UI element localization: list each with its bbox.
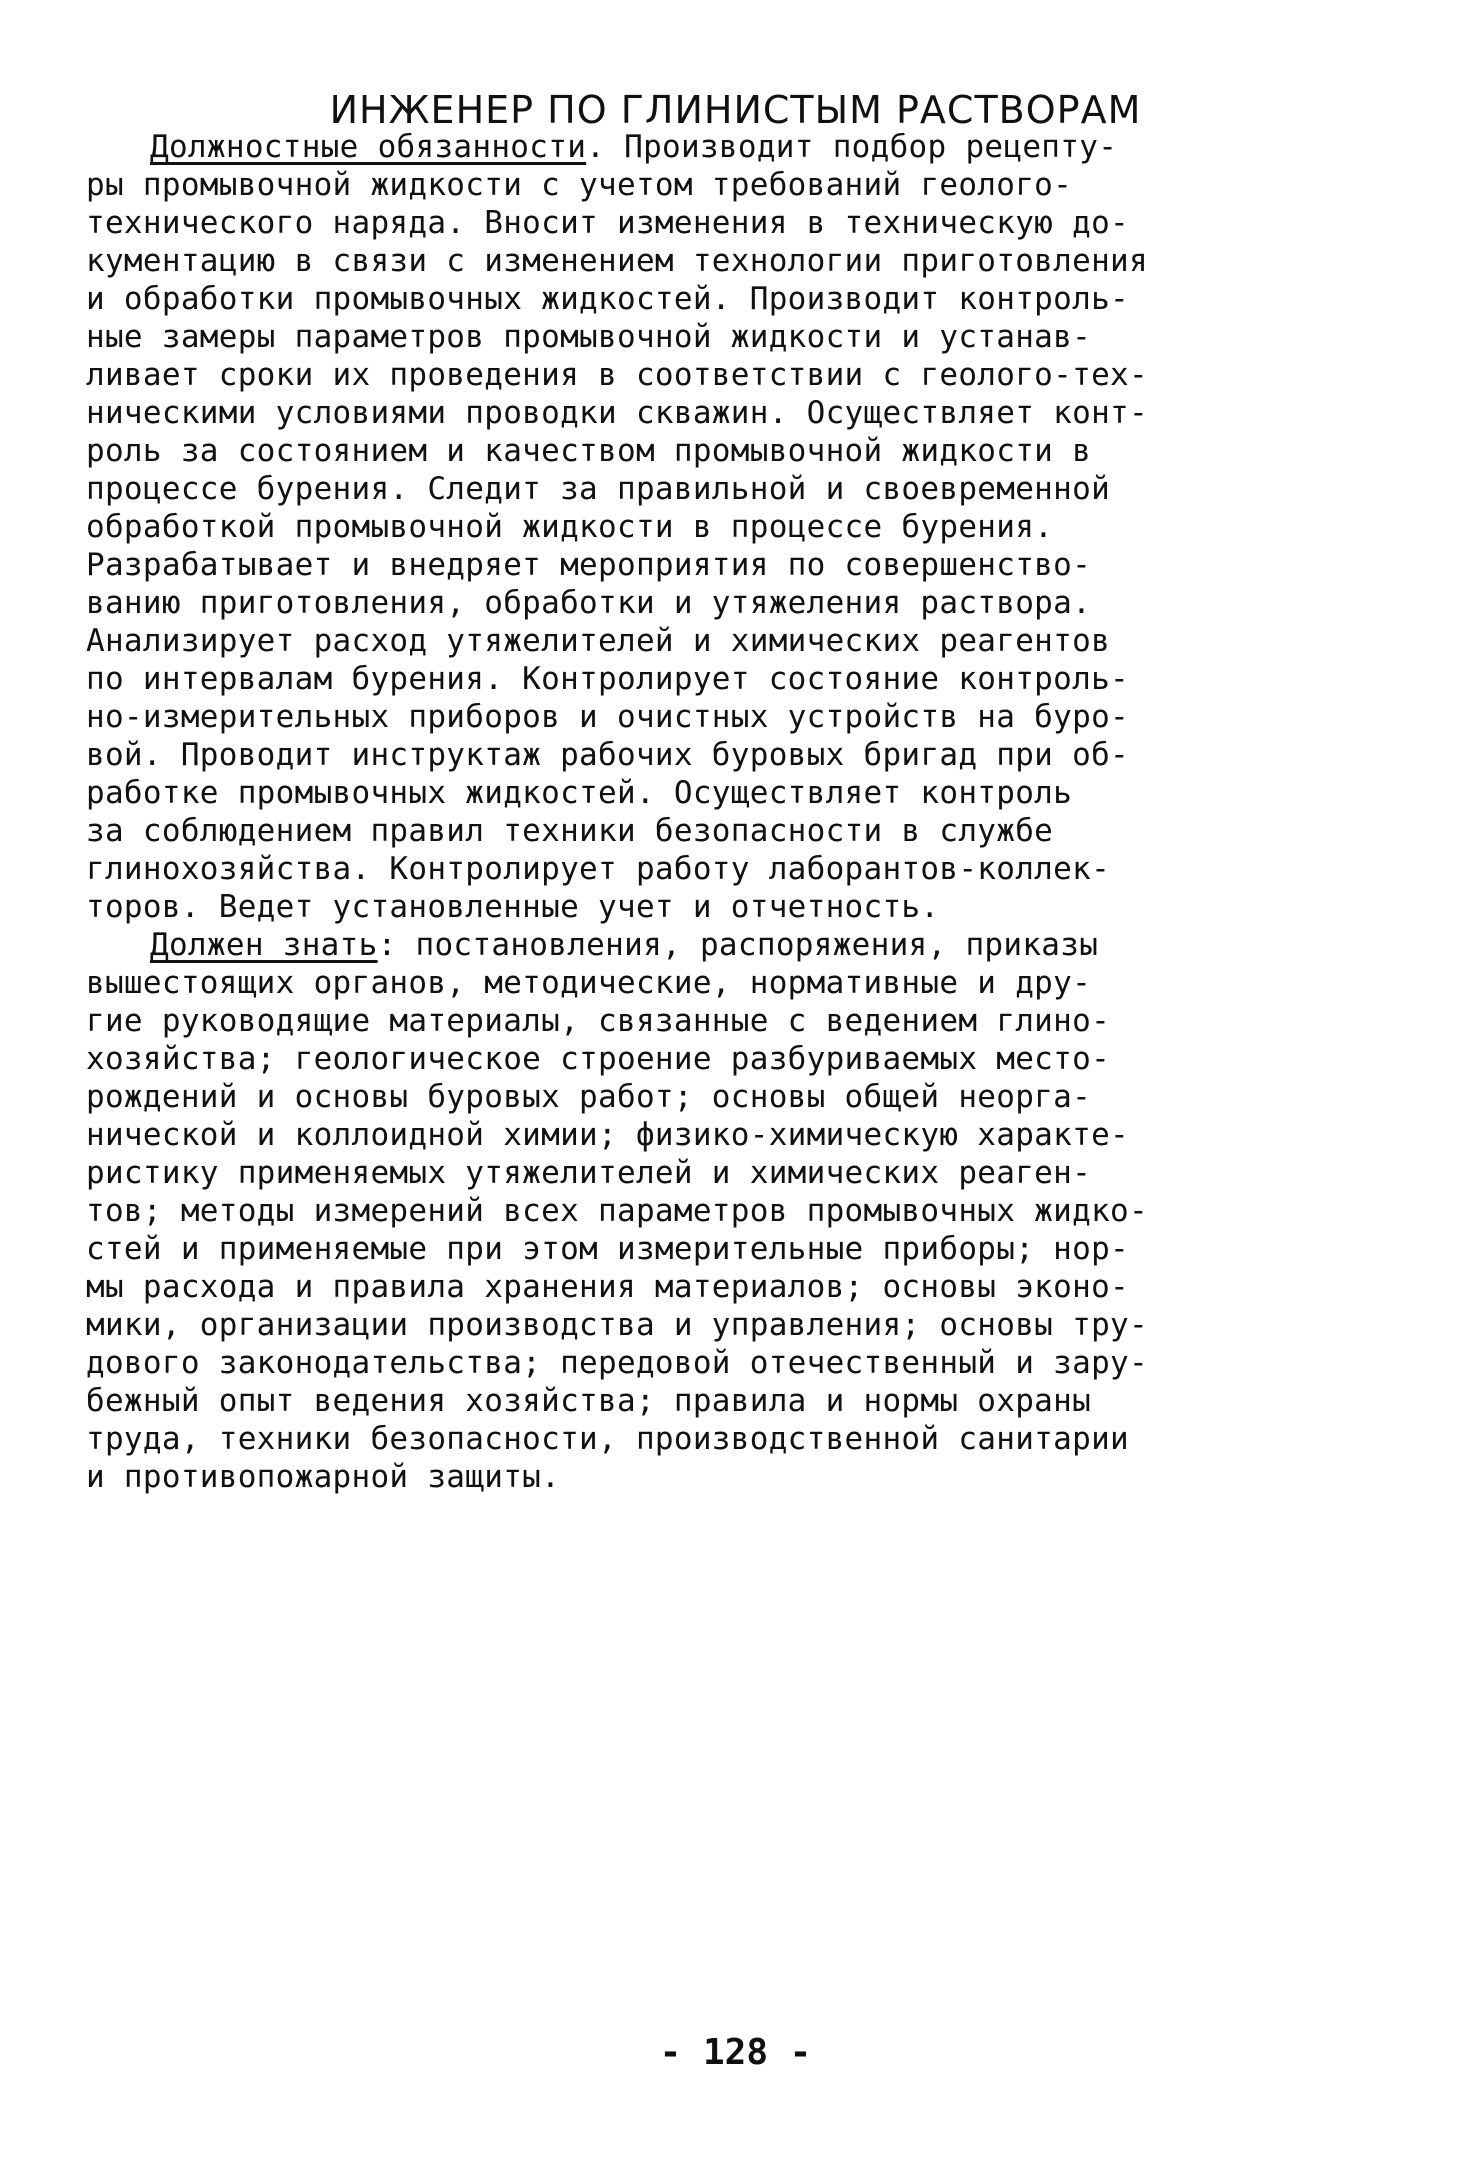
page-number: - 128 - (659, 2032, 812, 2073)
text-line: ванию приготовления, обработки и утяжеления раствора. (86, 585, 1092, 621)
text-line: мы расхода и правила хранения материалов; основы эконо- (86, 1269, 1129, 1305)
text-line: по интервалам бурения. Контролирует состояние контроль- (86, 661, 1129, 697)
duties-first-line (150, 128, 1117, 166)
text-line: работке промывочных жидкостей. Осуществляет контроль (86, 775, 1073, 811)
text-line: мики, организации производства и управления; основы тру- (86, 1307, 1148, 1343)
text-line: процессе бурения. Следит за правильной и своевременной (86, 471, 1111, 507)
text-line: труда, техники безопасности, производственной санитарии (86, 1421, 1129, 1457)
knowledge-heading: Должен знать (150, 927, 378, 963)
text-line: за соблюдением правил техники безопасности в службе (86, 813, 1054, 849)
knowledge-first-line (150, 926, 1098, 964)
text-line: технического наряда. Вносит изменения в техническую до- (86, 205, 1129, 241)
text-line: стей и применяемые при этом измерительные приборы; нор- (86, 1231, 1129, 1267)
text-line: торов. Ведет установленные учет и отчетность. (86, 889, 940, 925)
text-line: бежный опыт ведения хозяйства; правила и нормы охраны (86, 1383, 1092, 1419)
text-line: ническими условиями проводки скважин. Осуществляет конт- (86, 395, 1148, 431)
text-line: вышестоящих органов, методические, нормативные и дру- (86, 965, 1092, 1001)
text-line: ливает сроки их проведения в соответствии с геолого-тех- (86, 357, 1148, 393)
text-line: и противопожарной защиты. (86, 1459, 561, 1495)
text-line: обработкой промывочной жидкости в процессе бурения. (86, 509, 1054, 545)
text-line: но-измерительных приборов и очистных устройств на буро- (86, 699, 1129, 735)
text-line: глинохозяйства. Контролирует работу лаборантов-коллек- (86, 851, 1111, 887)
duties-heading: Должностные обязанности (150, 129, 587, 165)
text-line: . Производит подбор рецепту- (586, 129, 1118, 165)
text-line: хозяйства; геологическое строение разбуриваемых место- (86, 1041, 1111, 1077)
text-line: дового законодательства; передовой отечественный и зару- (86, 1345, 1148, 1381)
text-line: Анализирует расход утяжелителей и химических реагентов (86, 623, 1111, 659)
text-line: ные замеры параметров промывочной жидкости и устанав- (86, 319, 1092, 355)
page-title: ИНЖЕНЕР ПО ГЛИНИСТЫМ РАСТВОРАМ (329, 88, 1142, 132)
text-line: нической и коллоидной химии; физико-химическую характе- (86, 1117, 1129, 1153)
text-line: роль за состоянием и качеством промывочной жидкости в (86, 433, 1092, 469)
text-line: тов; методы измерений всех параметров промывочных жидко- (86, 1193, 1148, 1229)
text-line: ры промывочной жидкости с учетом требований геолого- (86, 167, 1073, 203)
text-line: кументацию в связи с изменением технологии приготовления (86, 243, 1148, 279)
text-line: : постановления, распоряжения, приказы (377, 927, 1099, 963)
text-line: рождений и основы буровых работ; основы общей неорга- (86, 1079, 1092, 1115)
text-line: ристику применяемых утяжелителей и химических реаген- (86, 1155, 1092, 1191)
text-line: и обработки промывочных жидкостей. Производит контроль- (86, 281, 1129, 317)
text-line: гие руководящие материалы, связанные с ведением глино- (86, 1003, 1111, 1039)
text-line: вой. Проводит инструктаж рабочих буровых бригад при об- (86, 737, 1129, 773)
text-line: Разрабатывает и внедряет мероприятия по совершенство- (86, 547, 1092, 583)
